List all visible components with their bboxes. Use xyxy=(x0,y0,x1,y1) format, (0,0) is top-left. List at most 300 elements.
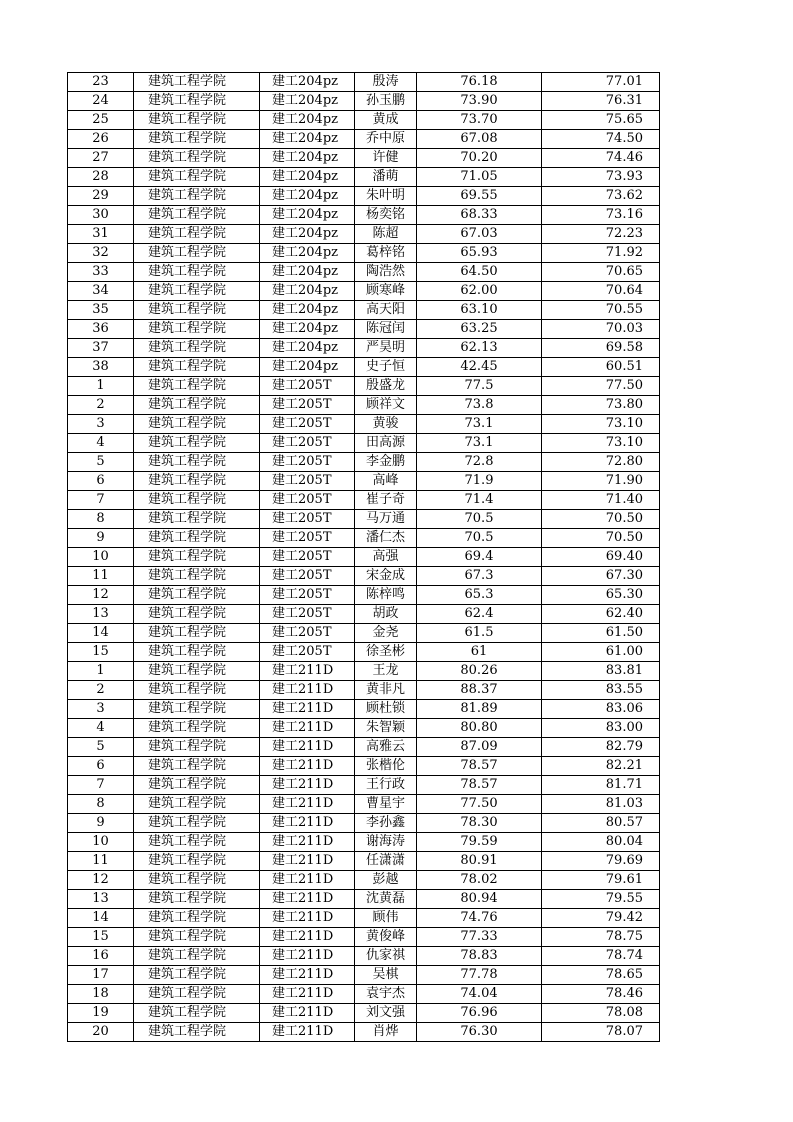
college-cell: 建筑工程学院 xyxy=(134,510,260,529)
class-cell: 建工211D xyxy=(260,795,355,814)
college-cell: 建筑工程学院 xyxy=(134,434,260,453)
student-name-cell: 陈超 xyxy=(355,225,417,244)
student-name-cell: 朱智颖 xyxy=(355,719,417,738)
table-row xyxy=(68,491,660,510)
college-cell: 建筑工程学院 xyxy=(134,624,260,643)
class-cell: 建工211D xyxy=(260,662,355,681)
final-score-cell: 78.65 xyxy=(542,966,660,985)
table-row xyxy=(68,339,660,358)
student-name-cell: 徐圣彬 xyxy=(355,643,417,662)
table-row xyxy=(68,206,660,225)
row-index: 31 xyxy=(68,225,134,244)
table-row xyxy=(68,757,660,776)
table-row xyxy=(68,434,660,453)
student-name-cell: 高峰 xyxy=(355,472,417,491)
student-name-cell: 黄俊峰 xyxy=(355,928,417,947)
student-name-cell: 黄骏 xyxy=(355,415,417,434)
row-index: 2 xyxy=(68,681,134,700)
final-score-cell: 82.21 xyxy=(542,757,660,776)
final-score-cell: 75.65 xyxy=(542,111,660,130)
table-row xyxy=(68,130,660,149)
class-cell: 建工211D xyxy=(260,700,355,719)
student-name-cell: 仇家祺 xyxy=(355,947,417,966)
college-cell: 建筑工程学院 xyxy=(134,586,260,605)
college-cell: 建筑工程学院 xyxy=(134,396,260,415)
row-index: 24 xyxy=(68,92,134,111)
score-cell: 64.50 xyxy=(417,263,542,282)
class-cell: 建工204pz xyxy=(260,225,355,244)
student-name-cell: 黄非凡 xyxy=(355,681,417,700)
class-cell: 建工204pz xyxy=(260,339,355,358)
student-name-cell: 潘仁杰 xyxy=(355,529,417,548)
class-cell: 建工204pz xyxy=(260,92,355,111)
college-cell: 建筑工程学院 xyxy=(134,225,260,244)
college-cell: 建筑工程学院 xyxy=(134,719,260,738)
college-cell: 建筑工程学院 xyxy=(134,605,260,624)
row-index: 38 xyxy=(68,358,134,377)
college-cell: 建筑工程学院 xyxy=(134,966,260,985)
student-name-cell: 陈梓鸣 xyxy=(355,586,417,605)
college-cell: 建筑工程学院 xyxy=(134,795,260,814)
final-score-cell: 73.80 xyxy=(542,396,660,415)
class-cell: 建工211D xyxy=(260,1023,355,1042)
final-score-cell: 74.46 xyxy=(542,149,660,168)
score-cell: 77.50 xyxy=(417,795,542,814)
class-cell: 建工204pz xyxy=(260,187,355,206)
college-cell: 建筑工程学院 xyxy=(134,320,260,339)
row-index: 9 xyxy=(68,814,134,833)
row-index: 23 xyxy=(68,73,134,92)
college-cell: 建筑工程学院 xyxy=(134,985,260,1004)
score-cell: 78.57 xyxy=(417,757,542,776)
student-name-cell: 胡政 xyxy=(355,605,417,624)
score-cell: 73.1 xyxy=(417,415,542,434)
college-cell: 建筑工程学院 xyxy=(134,168,260,187)
class-cell: 建工211D xyxy=(260,871,355,890)
class-cell: 建工211D xyxy=(260,719,355,738)
table-row xyxy=(68,871,660,890)
final-score-cell: 69.40 xyxy=(542,548,660,567)
class-cell: 建工211D xyxy=(260,852,355,871)
table-row xyxy=(68,187,660,206)
score-cell: 67.08 xyxy=(417,130,542,149)
row-index: 30 xyxy=(68,206,134,225)
score-cell: 78.57 xyxy=(417,776,542,795)
college-cell: 建筑工程学院 xyxy=(134,111,260,130)
class-cell: 建工204pz xyxy=(260,73,355,92)
final-score-cell: 78.75 xyxy=(542,928,660,947)
final-score-cell: 78.74 xyxy=(542,947,660,966)
final-score-cell: 80.57 xyxy=(542,814,660,833)
student-name-cell: 黄成 xyxy=(355,111,417,130)
row-index: 17 xyxy=(68,966,134,985)
final-score-cell: 70.50 xyxy=(542,529,660,548)
table-row xyxy=(68,529,660,548)
college-cell: 建筑工程学院 xyxy=(134,738,260,757)
college-cell: 建筑工程学院 xyxy=(134,206,260,225)
table-row xyxy=(68,510,660,529)
college-cell: 建筑工程学院 xyxy=(134,947,260,966)
final-score-cell: 70.55 xyxy=(542,301,660,320)
row-index: 13 xyxy=(68,890,134,909)
table-row xyxy=(68,168,660,187)
table-row xyxy=(68,605,660,624)
class-cell: 建工205T xyxy=(260,605,355,624)
row-index: 9 xyxy=(68,529,134,548)
college-cell: 建筑工程学院 xyxy=(134,301,260,320)
student-name-cell: 李孙鑫 xyxy=(355,814,417,833)
row-index: 6 xyxy=(68,472,134,491)
score-table-body xyxy=(68,73,660,1042)
score-cell: 61.5 xyxy=(417,624,542,643)
college-cell: 建筑工程学院 xyxy=(134,757,260,776)
score-cell: 73.1 xyxy=(417,434,542,453)
college-cell: 建筑工程学院 xyxy=(134,776,260,795)
row-index: 12 xyxy=(68,871,134,890)
table-row xyxy=(68,548,660,567)
final-score-cell: 81.03 xyxy=(542,795,660,814)
row-index: 8 xyxy=(68,510,134,529)
score-cell: 76.18 xyxy=(417,73,542,92)
student-name-cell: 吴棋 xyxy=(355,966,417,985)
table-row xyxy=(68,643,660,662)
score-cell: 80.80 xyxy=(417,719,542,738)
final-score-cell: 83.06 xyxy=(542,700,660,719)
final-score-cell: 78.46 xyxy=(542,985,660,1004)
student-name-cell: 乔中原 xyxy=(355,130,417,149)
student-name-cell: 殷涛 xyxy=(355,73,417,92)
student-name-cell: 孙玉鹏 xyxy=(355,92,417,111)
class-cell: 建工204pz xyxy=(260,244,355,263)
student-name-cell: 高天阳 xyxy=(355,301,417,320)
college-cell: 建筑工程学院 xyxy=(134,852,260,871)
final-score-cell: 73.16 xyxy=(542,206,660,225)
college-cell: 建筑工程学院 xyxy=(134,662,260,681)
class-cell: 建工204pz xyxy=(260,358,355,377)
score-cell: 72.8 xyxy=(417,453,542,472)
score-cell: 74.04 xyxy=(417,985,542,1004)
final-score-cell: 74.50 xyxy=(542,130,660,149)
final-score-cell: 67.30 xyxy=(542,567,660,586)
final-score-cell: 60.51 xyxy=(542,358,660,377)
row-index: 33 xyxy=(68,263,134,282)
table-row xyxy=(68,795,660,814)
class-cell: 建工205T xyxy=(260,643,355,662)
score-cell: 42.45 xyxy=(417,358,542,377)
row-index: 12 xyxy=(68,586,134,605)
table-row xyxy=(68,909,660,928)
college-cell: 建筑工程学院 xyxy=(134,700,260,719)
college-cell: 建筑工程学院 xyxy=(134,187,260,206)
college-cell: 建筑工程学院 xyxy=(134,415,260,434)
college-cell: 建筑工程学院 xyxy=(134,643,260,662)
table-row xyxy=(68,890,660,909)
class-cell: 建工205T xyxy=(260,510,355,529)
college-cell: 建筑工程学院 xyxy=(134,871,260,890)
class-cell: 建工211D xyxy=(260,833,355,852)
score-cell: 77.5 xyxy=(417,377,542,396)
row-index: 7 xyxy=(68,776,134,795)
final-score-cell: 71.92 xyxy=(542,244,660,263)
table-row xyxy=(68,662,660,681)
final-score-cell: 79.42 xyxy=(542,909,660,928)
table-row xyxy=(68,396,660,415)
student-name-cell: 顾寒峰 xyxy=(355,282,417,301)
row-index: 8 xyxy=(68,795,134,814)
student-name-cell: 顾杜锁 xyxy=(355,700,417,719)
student-name-cell: 田高源 xyxy=(355,434,417,453)
final-score-cell: 73.10 xyxy=(542,415,660,434)
final-score-cell: 78.08 xyxy=(542,1004,660,1023)
student-name-cell: 马万通 xyxy=(355,510,417,529)
row-index: 26 xyxy=(68,130,134,149)
final-score-cell: 70.64 xyxy=(542,282,660,301)
student-name-cell: 朱叶明 xyxy=(355,187,417,206)
final-score-cell: 83.55 xyxy=(542,681,660,700)
student-name-cell: 曹星宇 xyxy=(355,795,417,814)
student-name-cell: 张楷伦 xyxy=(355,757,417,776)
table-row xyxy=(68,244,660,263)
class-cell: 建工211D xyxy=(260,776,355,795)
table-row xyxy=(68,586,660,605)
class-cell: 建工205T xyxy=(260,567,355,586)
final-score-cell: 71.90 xyxy=(542,472,660,491)
table-row xyxy=(68,814,660,833)
score-cell: 81.89 xyxy=(417,700,542,719)
student-name-cell: 潘萌 xyxy=(355,168,417,187)
table-row xyxy=(68,833,660,852)
student-name-cell: 殷盛龙 xyxy=(355,377,417,396)
row-index: 6 xyxy=(68,757,134,776)
row-index: 2 xyxy=(68,396,134,415)
class-cell: 建工204pz xyxy=(260,263,355,282)
student-name-cell: 许健 xyxy=(355,149,417,168)
final-score-cell: 82.79 xyxy=(542,738,660,757)
table-row xyxy=(68,1023,660,1042)
row-index: 35 xyxy=(68,301,134,320)
row-index: 32 xyxy=(68,244,134,263)
student-name-cell: 彭越 xyxy=(355,871,417,890)
college-cell: 建筑工程学院 xyxy=(134,339,260,358)
row-index: 1 xyxy=(68,377,134,396)
class-cell: 建工204pz xyxy=(260,130,355,149)
score-table xyxy=(67,72,660,1042)
row-index: 11 xyxy=(68,852,134,871)
class-cell: 建工205T xyxy=(260,396,355,415)
final-score-cell: 70.50 xyxy=(542,510,660,529)
class-cell: 建工205T xyxy=(260,453,355,472)
score-cell: 65.93 xyxy=(417,244,542,263)
score-cell: 67.3 xyxy=(417,567,542,586)
student-name-cell: 刘文强 xyxy=(355,1004,417,1023)
score-cell: 62.13 xyxy=(417,339,542,358)
row-index: 10 xyxy=(68,833,134,852)
student-name-cell: 李金鹏 xyxy=(355,453,417,472)
row-index: 20 xyxy=(68,1023,134,1042)
score-cell: 63.10 xyxy=(417,301,542,320)
college-cell: 建筑工程学院 xyxy=(134,92,260,111)
college-cell: 建筑工程学院 xyxy=(134,358,260,377)
class-cell: 建工211D xyxy=(260,928,355,947)
final-score-cell: 69.58 xyxy=(542,339,660,358)
class-cell: 建工204pz xyxy=(260,282,355,301)
student-name-cell: 袁宇杰 xyxy=(355,985,417,1004)
score-cell: 87.09 xyxy=(417,738,542,757)
student-name-cell: 严昊明 xyxy=(355,339,417,358)
class-cell: 建工205T xyxy=(260,548,355,567)
class-cell: 建工211D xyxy=(260,985,355,1004)
score-cell: 65.3 xyxy=(417,586,542,605)
score-cell: 68.33 xyxy=(417,206,542,225)
class-cell: 建工205T xyxy=(260,529,355,548)
college-cell: 建筑工程学院 xyxy=(134,681,260,700)
score-cell: 77.33 xyxy=(417,928,542,947)
college-cell: 建筑工程学院 xyxy=(134,282,260,301)
table-row xyxy=(68,738,660,757)
class-cell: 建工211D xyxy=(260,1004,355,1023)
class-cell: 建工205T xyxy=(260,472,355,491)
college-cell: 建筑工程学院 xyxy=(134,909,260,928)
final-score-cell: 61.00 xyxy=(542,643,660,662)
college-cell: 建筑工程学院 xyxy=(134,1004,260,1023)
score-cell: 78.30 xyxy=(417,814,542,833)
class-cell: 建工211D xyxy=(260,909,355,928)
final-score-cell: 73.62 xyxy=(542,187,660,206)
final-score-cell: 73.10 xyxy=(542,434,660,453)
class-cell: 建工204pz xyxy=(260,168,355,187)
class-cell: 建工211D xyxy=(260,890,355,909)
class-cell: 建工211D xyxy=(260,681,355,700)
final-score-cell: 78.07 xyxy=(542,1023,660,1042)
score-cell: 62.4 xyxy=(417,605,542,624)
college-cell: 建筑工程学院 xyxy=(134,263,260,282)
final-score-cell: 73.93 xyxy=(542,168,660,187)
table-row xyxy=(68,358,660,377)
table-row xyxy=(68,567,660,586)
table-row xyxy=(68,681,660,700)
final-score-cell: 83.00 xyxy=(542,719,660,738)
class-cell: 建工211D xyxy=(260,966,355,985)
table-row xyxy=(68,928,660,947)
college-cell: 建筑工程学院 xyxy=(134,548,260,567)
student-name-cell: 史子恒 xyxy=(355,358,417,377)
final-score-cell: 71.40 xyxy=(542,491,660,510)
class-cell: 建工204pz xyxy=(260,206,355,225)
table-row xyxy=(68,320,660,339)
student-name-cell: 陈冠闰 xyxy=(355,320,417,339)
table-row xyxy=(68,149,660,168)
score-cell: 69.55 xyxy=(417,187,542,206)
final-score-cell: 80.04 xyxy=(542,833,660,852)
class-cell: 建工204pz xyxy=(260,111,355,130)
row-index: 13 xyxy=(68,605,134,624)
student-name-cell: 宋金成 xyxy=(355,567,417,586)
score-cell: 77.78 xyxy=(417,966,542,985)
row-index: 15 xyxy=(68,643,134,662)
row-index: 14 xyxy=(68,624,134,643)
row-index: 3 xyxy=(68,415,134,434)
student-name-cell: 陶浩然 xyxy=(355,263,417,282)
class-cell: 建工205T xyxy=(260,586,355,605)
table-row xyxy=(68,947,660,966)
college-cell: 建筑工程学院 xyxy=(134,453,260,472)
score-cell: 76.30 xyxy=(417,1023,542,1042)
student-name-cell: 葛梓铭 xyxy=(355,244,417,263)
college-cell: 建筑工程学院 xyxy=(134,890,260,909)
student-name-cell: 任潇潇 xyxy=(355,852,417,871)
college-cell: 建筑工程学院 xyxy=(134,377,260,396)
final-score-cell: 79.69 xyxy=(542,852,660,871)
score-cell: 70.5 xyxy=(417,510,542,529)
table-row xyxy=(68,776,660,795)
table-row xyxy=(68,263,660,282)
college-cell: 建筑工程学院 xyxy=(134,472,260,491)
table-row xyxy=(68,301,660,320)
final-score-cell: 72.80 xyxy=(542,453,660,472)
score-cell: 62.00 xyxy=(417,282,542,301)
class-cell: 建工205T xyxy=(260,377,355,396)
class-cell: 建工211D xyxy=(260,947,355,966)
row-index: 36 xyxy=(68,320,134,339)
score-cell: 80.94 xyxy=(417,890,542,909)
class-cell: 建工204pz xyxy=(260,301,355,320)
college-cell: 建筑工程学院 xyxy=(134,149,260,168)
score-cell: 61 xyxy=(417,643,542,662)
row-index: 7 xyxy=(68,491,134,510)
table-row xyxy=(68,92,660,111)
student-name-cell: 肖烨 xyxy=(355,1023,417,1042)
score-cell: 69.4 xyxy=(417,548,542,567)
score-cell: 71.05 xyxy=(417,168,542,187)
score-cell: 80.26 xyxy=(417,662,542,681)
class-cell: 建工205T xyxy=(260,491,355,510)
college-cell: 建筑工程学院 xyxy=(134,529,260,548)
table-row xyxy=(68,472,660,491)
class-cell: 建工211D xyxy=(260,757,355,776)
table-row xyxy=(68,719,660,738)
score-cell: 70.5 xyxy=(417,529,542,548)
table-row xyxy=(68,225,660,244)
student-name-cell: 王龙 xyxy=(355,662,417,681)
class-cell: 建工204pz xyxy=(260,320,355,339)
student-name-cell: 高雅云 xyxy=(355,738,417,757)
final-score-cell: 70.65 xyxy=(542,263,660,282)
final-score-cell: 81.71 xyxy=(542,776,660,795)
college-cell: 建筑工程学院 xyxy=(134,1023,260,1042)
final-score-cell: 77.50 xyxy=(542,377,660,396)
table-row xyxy=(68,377,660,396)
row-index: 27 xyxy=(68,149,134,168)
final-score-cell: 70.03 xyxy=(542,320,660,339)
score-cell: 73.70 xyxy=(417,111,542,130)
student-name-cell: 金尧 xyxy=(355,624,417,643)
college-cell: 建筑工程学院 xyxy=(134,928,260,947)
table-row xyxy=(68,1004,660,1023)
final-score-cell: 79.55 xyxy=(542,890,660,909)
college-cell: 建筑工程学院 xyxy=(134,833,260,852)
table-row xyxy=(68,966,660,985)
row-index: 5 xyxy=(68,738,134,757)
final-score-cell: 76.31 xyxy=(542,92,660,111)
row-index: 29 xyxy=(68,187,134,206)
student-name-cell: 谢海涛 xyxy=(355,833,417,852)
table-row xyxy=(68,73,660,92)
row-index: 16 xyxy=(68,947,134,966)
student-name-cell: 沈黄磊 xyxy=(355,890,417,909)
class-cell: 建工211D xyxy=(260,814,355,833)
table-row xyxy=(68,985,660,1004)
score-cell: 79.59 xyxy=(417,833,542,852)
